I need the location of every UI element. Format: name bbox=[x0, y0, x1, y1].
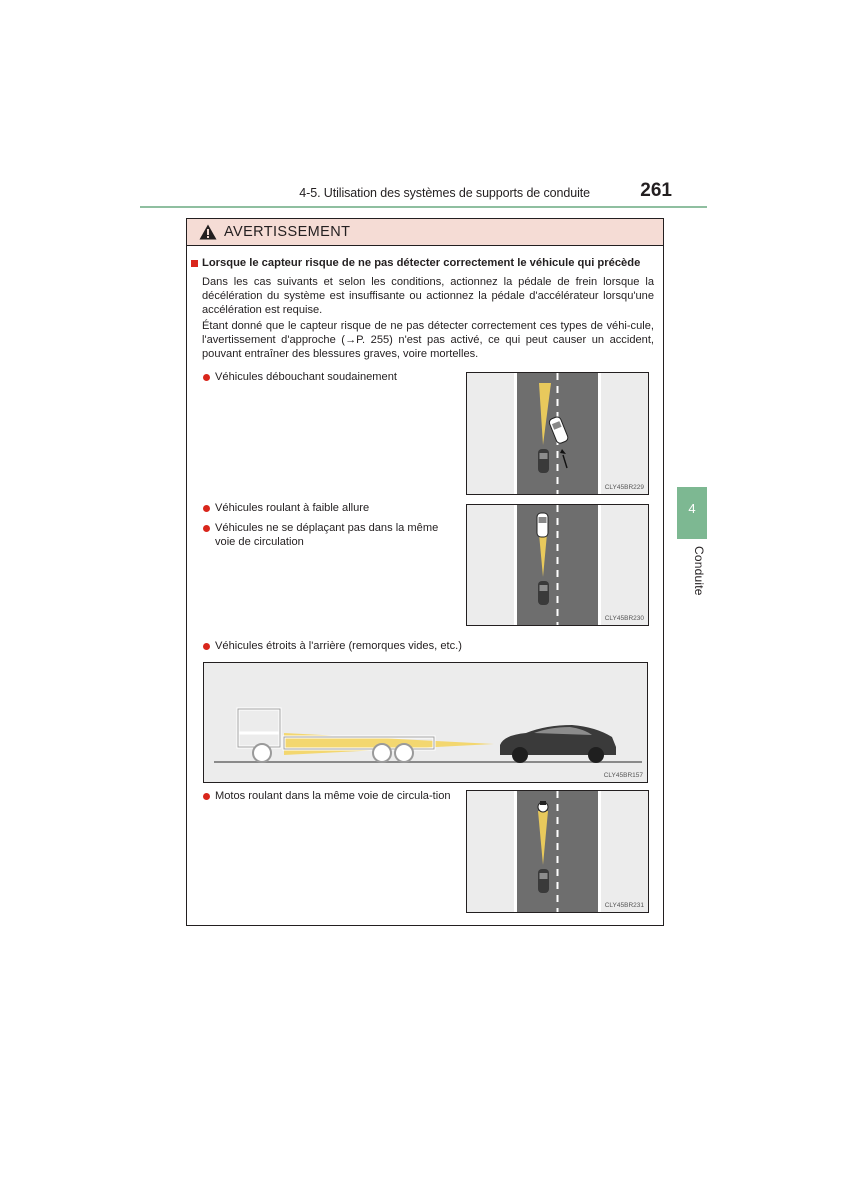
red-dot-bullet-icon bbox=[203, 525, 210, 532]
chapter-label: Conduite bbox=[692, 546, 706, 596]
bullet-text: Véhicules ne se déplaçant pas dans la même voie de circulation bbox=[215, 522, 439, 549]
red-dot-bullet-icon bbox=[203, 643, 210, 650]
bullet-item bbox=[203, 789, 458, 803]
bullet-text: Véhicules roulant à faible allure bbox=[215, 502, 370, 514]
figure-code: CLY45BR231 bbox=[604, 902, 644, 909]
warning-box bbox=[186, 218, 664, 926]
figure-narrow-vehicle bbox=[203, 662, 648, 783]
bullet-text: Véhicules débouchant soudainement bbox=[215, 371, 397, 383]
chapter-tab[interactable] bbox=[677, 487, 707, 539]
bullet-item bbox=[203, 370, 443, 384]
figure-cut-in bbox=[466, 372, 649, 495]
red-square-bullet-icon bbox=[191, 260, 198, 267]
warning-title: AVERTISSEMENT bbox=[224, 224, 351, 240]
figure-slow-vehicle bbox=[466, 504, 649, 626]
bullet-item bbox=[203, 501, 453, 515]
bullet-text: Véhicules étroits à l'arrière (remorques vides, etc.) bbox=[215, 640, 462, 652]
header-rule bbox=[140, 206, 707, 208]
header-section-title: 4-5. Utilisation des systèmes de supports de conduite bbox=[299, 186, 590, 200]
section-heading bbox=[191, 257, 640, 269]
bullet-item bbox=[203, 639, 523, 653]
red-dot-bullet-icon bbox=[203, 505, 210, 512]
road-illustration bbox=[467, 373, 649, 495]
warning-header bbox=[187, 219, 663, 246]
figure-code: CLY45BR157 bbox=[603, 772, 643, 779]
paragraph-1: Dans les cas suivants et selon les conditions, actionnez la pédale de frein lorsque la décélération du système est insuffisante ou actionnez la pédale d'accélérateur lorsqu'une accélération est requise. bbox=[202, 276, 654, 317]
figure-code: CLY45BR229 bbox=[604, 484, 644, 491]
paragraph-2: Étant donné que le capteur risque de ne pas détecter correctement ces types de véhi-cule, l'avertissement d'approche (→P. 255) n'est pas activé, ce qui peut causer un accident, pouvant entraîner des blessures graves, voire mortelles. bbox=[202, 320, 654, 361]
bullet-item bbox=[203, 521, 458, 550]
figure-motorcycle bbox=[466, 790, 649, 913]
page-number: 261 bbox=[640, 180, 672, 201]
red-dot-bullet-icon bbox=[203, 793, 210, 800]
warning-triangle-icon bbox=[199, 224, 217, 240]
truck-illustration bbox=[204, 663, 648, 783]
road-illustration bbox=[467, 791, 649, 913]
red-dot-bullet-icon bbox=[203, 374, 210, 381]
figure-code: CLY45BR230 bbox=[604, 615, 644, 622]
section-heading-text: Lorsque le capteur risque de ne pas détecter correctement le véhicule qui précède bbox=[202, 257, 641, 269]
road-illustration bbox=[467, 505, 649, 626]
bullet-text: Motos roulant dans la même voie de circula-tion bbox=[215, 790, 451, 802]
chapter-number: 4 bbox=[688, 501, 696, 516]
